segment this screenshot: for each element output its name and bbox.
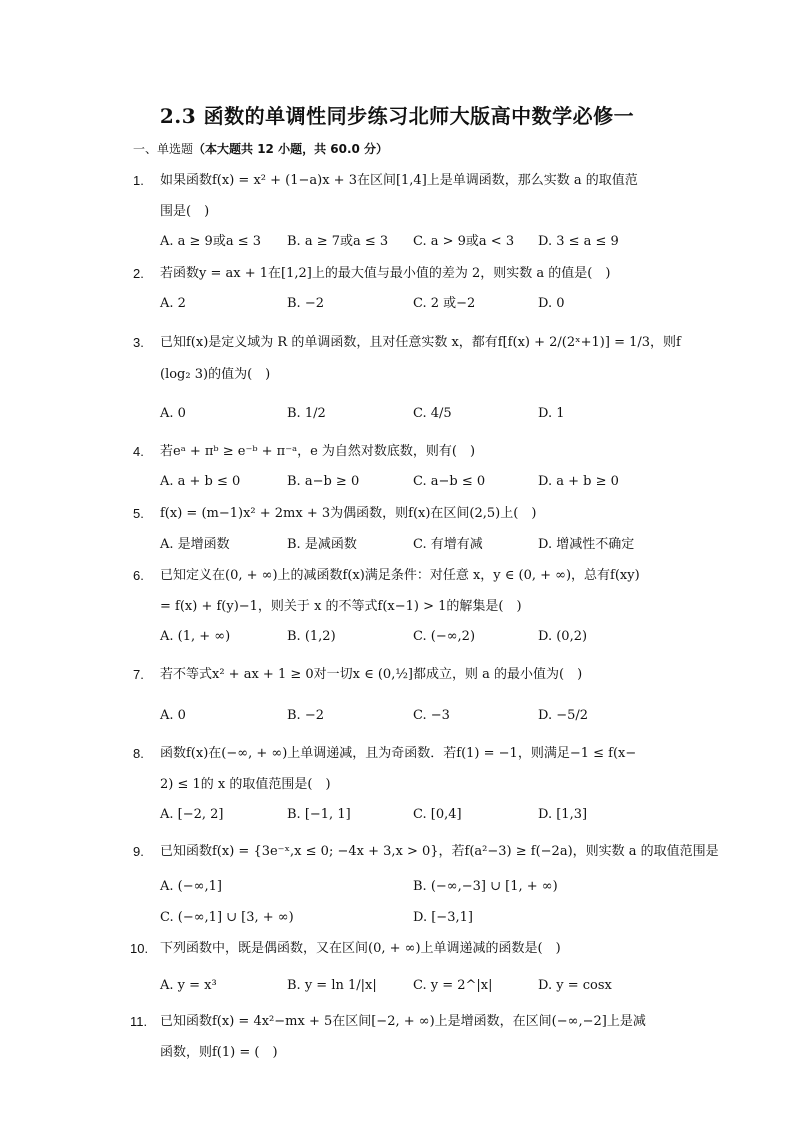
answer-option-A: A. (−∞,1] bbox=[160, 879, 222, 894]
question-number: 5. bbox=[133, 506, 144, 521]
answer-option-B: B. y = ln 1/|x| bbox=[287, 978, 377, 993]
answer-option-B: B. (−∞,−3] ∪ [1, + ∞) bbox=[413, 879, 558, 894]
answer-option-B: B. 1/2 bbox=[287, 406, 326, 421]
section-detail: （本大题共 12 小题，共 60.0 分） bbox=[193, 142, 389, 156]
answer-option-A: A. 0 bbox=[160, 708, 186, 723]
answer-option-C: C. [0,4] bbox=[413, 807, 462, 822]
question-number: 2. bbox=[133, 266, 144, 281]
question-number: 3. bbox=[133, 335, 144, 350]
answer-option-B: B. a−b ≥ 0 bbox=[287, 474, 360, 489]
section-heading bbox=[133, 140, 388, 157]
answer-option-B: B. −2 bbox=[287, 708, 324, 723]
question-number: 11. bbox=[130, 1014, 148, 1029]
question-text-line: 若eᵃ + πᵇ ≥ e⁻ᵇ + π⁻ᵃ，e 为自然对数底数，则有( ) bbox=[160, 444, 476, 459]
answer-option-C: C. y = 2^|x| bbox=[413, 978, 493, 993]
document-title: 2.3 函数的单调性同步练习北师大版高中数学必修一 bbox=[159, 104, 635, 128]
question-text-line: f(x) = (m−1)x² + 2mx + 3为偶函数，则f(x)在区间(2,5)上( ) bbox=[160, 506, 537, 521]
answer-option-A: A. 0 bbox=[160, 406, 186, 421]
question-text-line: 已知函数f(x) = {3e⁻ˣ,x ≤ 0; −4x + 3,x > 0}，若f(a²−3) ≥ f(−2a)，则实数 a 的取值范围是 bbox=[160, 844, 719, 859]
answer-option-D: D. −5/2 bbox=[538, 708, 589, 723]
answer-option-D: D. [1,3] bbox=[538, 807, 588, 822]
question-text-line: 下列函数中，既是偶函数，又在区间(0, + ∞)上单调递减的函数是( ) bbox=[160, 941, 561, 956]
answer-option-B: B. (1,2) bbox=[287, 629, 336, 644]
answer-option-D: D. 1 bbox=[538, 406, 565, 421]
answer-option-D: D. (0,2) bbox=[538, 629, 588, 644]
question-number: 8. bbox=[133, 746, 144, 761]
answer-option-A: A. a ≥ 9或a ≤ 3 bbox=[160, 234, 262, 249]
answer-option-C: C. 4/5 bbox=[413, 406, 452, 421]
answer-option-C: C. (−∞,2) bbox=[413, 629, 476, 644]
answer-option-C: C. 有增有减 bbox=[413, 537, 483, 552]
question-text-line: 函数f(x)在(−∞, + ∞)上单调递减，且为奇函数．若f(1) = −1，则满足−1 ≤ f(x− bbox=[160, 746, 637, 761]
answer-option-B: B. −2 bbox=[287, 296, 324, 311]
answer-option-D: D. y = cosx bbox=[538, 978, 612, 993]
answer-option-D: D. [−3,1] bbox=[413, 910, 473, 925]
question-text-line: 围是( ) bbox=[160, 204, 210, 219]
answer-option-B: B. 是减函数 bbox=[287, 537, 357, 552]
answer-option-C: C. 2 或−2 bbox=[413, 296, 476, 311]
question-number: 7. bbox=[133, 667, 144, 682]
section-prefix: 一、单选题 bbox=[133, 142, 194, 156]
question-text-line: 如果函数f(x) = x² + (1−a)x + 3在区间[1,4]上是单调函数，那么实数 a 的取值范 bbox=[160, 173, 638, 188]
answer-option-D: D. a + b ≥ 0 bbox=[538, 474, 619, 489]
question-text-line: (log₂ 3)的值为( ) bbox=[160, 367, 271, 382]
answer-option-B: B. a ≥ 7或a ≤ 3 bbox=[287, 234, 389, 249]
question-text-line: 已知定义在(0, + ∞)上的减函数f(x)满足条件：对任意 x，y ∈ (0, + ∞)，总有f(xy) bbox=[160, 568, 640, 583]
question-text-line: 若函数y = ax + 1在[1,2]上的最大值与最小值的差为 2，则实数 a 的值是( ) bbox=[160, 266, 611, 281]
question-number: 4. bbox=[133, 444, 144, 459]
answer-option-D: D. 增减性不确定 bbox=[538, 537, 635, 552]
answer-option-C: C. a > 9或a < 3 bbox=[413, 234, 515, 249]
question-text-line: 已知函数f(x) = 4x²−mx + 5在区间[−2, + ∞)上是增函数，在区间(−∞,−2]上是减 bbox=[160, 1014, 646, 1029]
question-text-line: 函数，则f(1) = ( ) bbox=[160, 1045, 278, 1060]
answer-option-A: A. [−2, 2] bbox=[160, 807, 224, 822]
question-number: 1. bbox=[133, 173, 144, 188]
question-text-line: = f(x) + f(y)−1，则关于 x 的不等式f(x−1) > 1的解集是( ) bbox=[160, 599, 522, 614]
question-number: 9. bbox=[133, 844, 144, 859]
answer-option-C: C. −3 bbox=[413, 708, 450, 723]
answer-option-A: A. 是增函数 bbox=[160, 537, 230, 552]
question-number: 10. bbox=[130, 941, 149, 956]
answer-option-A: A. (1, + ∞) bbox=[160, 629, 231, 644]
answer-option-A: A. a + b ≤ 0 bbox=[160, 474, 241, 489]
answer-option-C: C. (−∞,1] ∪ [3, + ∞) bbox=[160, 910, 294, 925]
question-number: 6. bbox=[133, 568, 144, 583]
question-text-line: 已知f(x)是定义域为 R 的单调函数，且对任意实数 x，都有f[f(x) + 2/(2ˣ+1)] = 1/3，则f bbox=[160, 335, 681, 350]
question-text-line: 若不等式x² + ax + 1 ≥ 0对一切x ∈ (0,½]都成立，则 a 的最小值为( ) bbox=[160, 667, 583, 682]
answer-option-D: D. 3 ≤ a ≤ 9 bbox=[538, 234, 619, 249]
answer-option-C: C. a−b ≤ 0 bbox=[413, 474, 486, 489]
answer-option-A: A. y = x³ bbox=[160, 978, 217, 993]
answer-option-B: B. [−1, 1] bbox=[287, 807, 351, 822]
answer-option-A: A. 2 bbox=[160, 296, 186, 311]
question-text-line: 2) ≤ 1的 x 的取值范围是( ) bbox=[160, 777, 331, 792]
answer-option-D: D. 0 bbox=[538, 296, 565, 311]
